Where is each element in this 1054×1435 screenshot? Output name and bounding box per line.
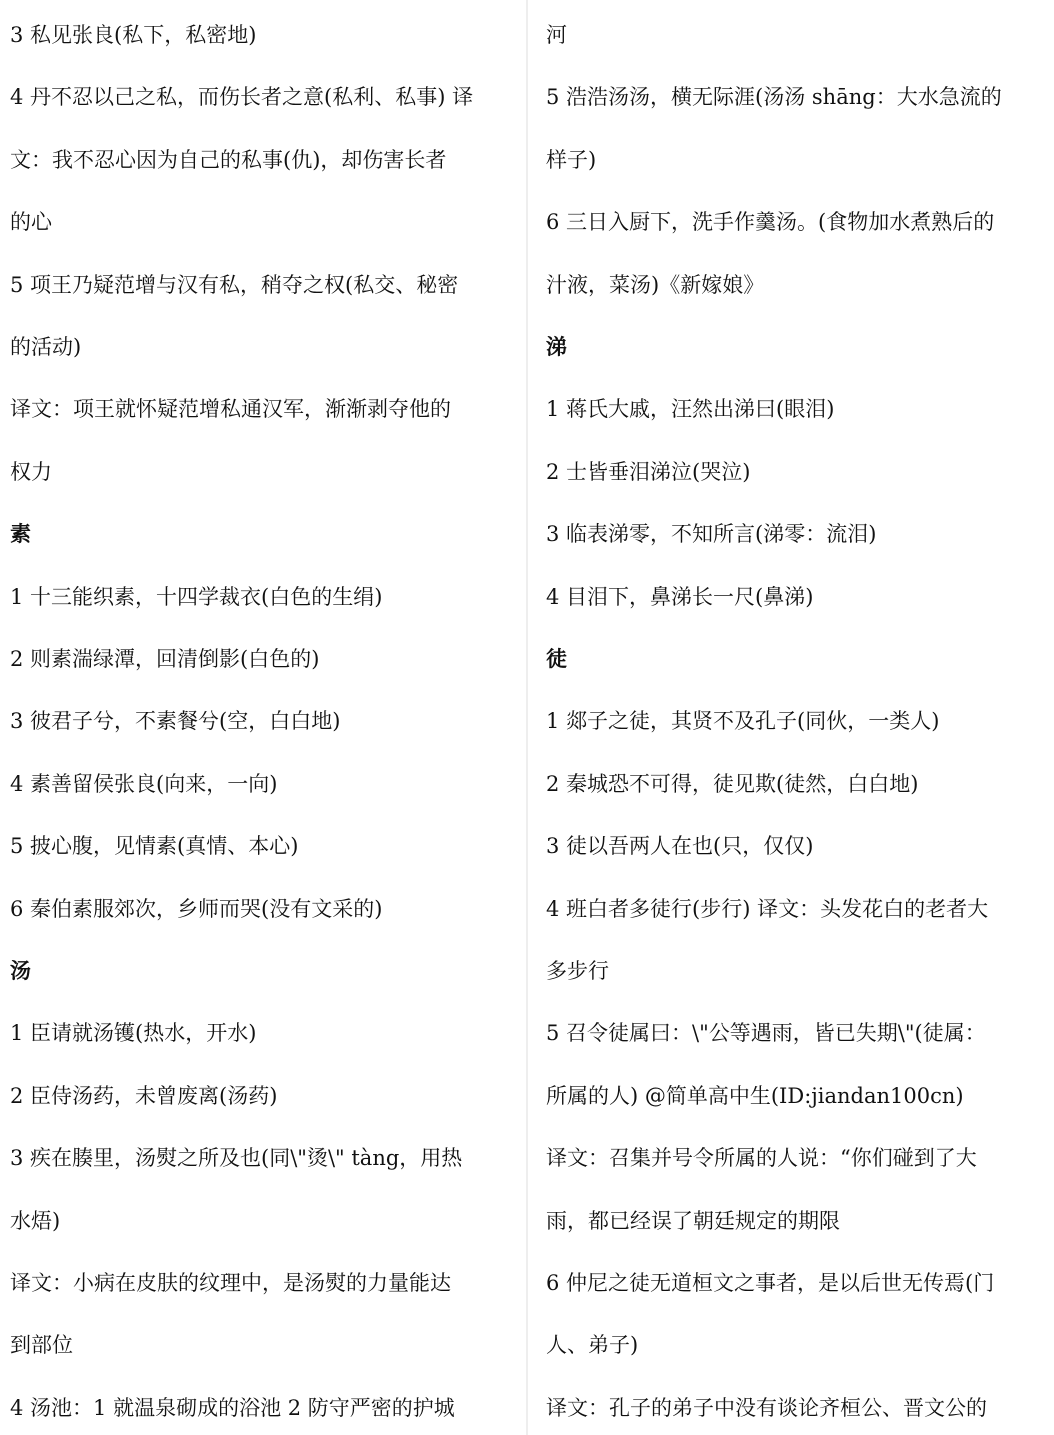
text-line: 5 召令徒属曰：\"公等遇雨，皆已失期\"(徒属： (546, 1021, 986, 1046)
text-line: 5 浩浩汤汤，横无际涯(汤汤 shāng：大水急流的 (546, 85, 1002, 110)
text-line: 2 秦城恐不可得，徒见欺(徒然，白白地) (546, 771, 919, 796)
text-line: 译文：孔子的弟子中没有谈论齐桓公、晋文公的 (546, 1395, 987, 1420)
text-line: 2 臣侍汤药，未曾废离(汤药) (10, 1083, 278, 1108)
section-heading: 徒 (546, 646, 567, 671)
text-line: 文：我不忍心因为自己的私事(仇)，却伤害长者 (10, 147, 447, 172)
text-line: 5 披心腹，见情素(真情、本心) (10, 834, 299, 859)
right-column (538, 0, 1054, 1435)
text-line: 2 则素湍绿潭，回清倒影(白色的) (10, 647, 320, 671)
text-line: 1 臣请就汤镬(热水，开水) (10, 1021, 257, 1046)
text-line: 译文：召集并号令所属的人说：“你们碰到了大 (546, 1146, 977, 1171)
text-line: 4 目泪下，鼻涕长一尺(鼻涕) (546, 584, 814, 609)
text-line: 译文：小病在皮肤的纹理中，是汤熨的力量能达 (10, 1271, 451, 1295)
text-line: 6 秦伯素服郊次，乡师而哭(没有文采的) (10, 896, 383, 921)
text-line: 1 十三能织素，十四学裁衣(白色的生绢) (10, 584, 383, 609)
text-line: 3 疾在腠里，汤熨之所及也(同\"烫\" tàng，用热 (10, 1146, 463, 1171)
text-line: 4 素善留侯张良(向来，一向) (10, 771, 278, 796)
text-line: 所属的人) @简单高中生(ID:jiandan100cn) (546, 1083, 964, 1108)
text-line: 4 丹不忍以己之私，而伤长者之意(私利、私事) 译 (10, 85, 474, 110)
text-line: 权力 (10, 459, 52, 484)
column-divider (526, 0, 528, 1435)
section-heading: 涕 (546, 334, 567, 359)
text-line: 多步行 (546, 959, 609, 983)
text-line: 河 (546, 23, 567, 47)
section-heading: 汤 (10, 958, 31, 983)
text-line: 3 彼君子兮，不素餐兮(空，白白地) (10, 709, 341, 734)
left-column (0, 0, 522, 1435)
text-line: 水焐) (10, 1208, 61, 1233)
text-line: 人、弟子) (546, 1333, 639, 1358)
text-line: 4 汤池：1 就温泉砌成的浴池 2 防守严密的护城 (10, 1395, 455, 1420)
text-line: 6 三日入厨下，洗手作羹汤。(食物加水煮熟后的 (546, 210, 995, 235)
text-line: 3 临表涕零，不知所言(涕零：流泪) (546, 522, 877, 547)
text-line: 的心 (10, 210, 52, 235)
text-line: 5 项王乃疑范增与汉有私，稍夺之权(私交、秘密 (10, 272, 459, 297)
text-line: 样子) (546, 147, 597, 172)
text-line: 汁液，菜汤)《新嫁娘》 (546, 272, 765, 297)
text-line: 到部位 (10, 1333, 73, 1358)
text-line: 3 徒以吾两人在也(只，仅仅) (546, 834, 814, 859)
text-line: 4 班白者多徒行(步行) 译文：头发花白的老者大 (546, 896, 989, 921)
text-line: 雨，都已经误了朝廷规定的期限 (546, 1208, 840, 1233)
text-line: 译文：项王就怀疑范增私通汉军，渐渐剥夺他的 (10, 397, 451, 422)
section-heading: 素 (10, 521, 31, 547)
text-line: 1 蒋氏大戚，汪然出涕曰(眼泪) (546, 397, 835, 422)
text-line: 的活动) (10, 335, 82, 359)
text-line: 3 私见张良(私下，私密地) (10, 23, 257, 47)
text-line: 6 仲尼之徒无道桓文之事者，是以后世无传焉(门 (546, 1271, 995, 1295)
text-line: 2 士皆垂泪涕泣(哭泣) (546, 459, 751, 484)
text-line: 1 郯子之徒，其贤不及孔子(同伙，一类人) (546, 709, 940, 734)
